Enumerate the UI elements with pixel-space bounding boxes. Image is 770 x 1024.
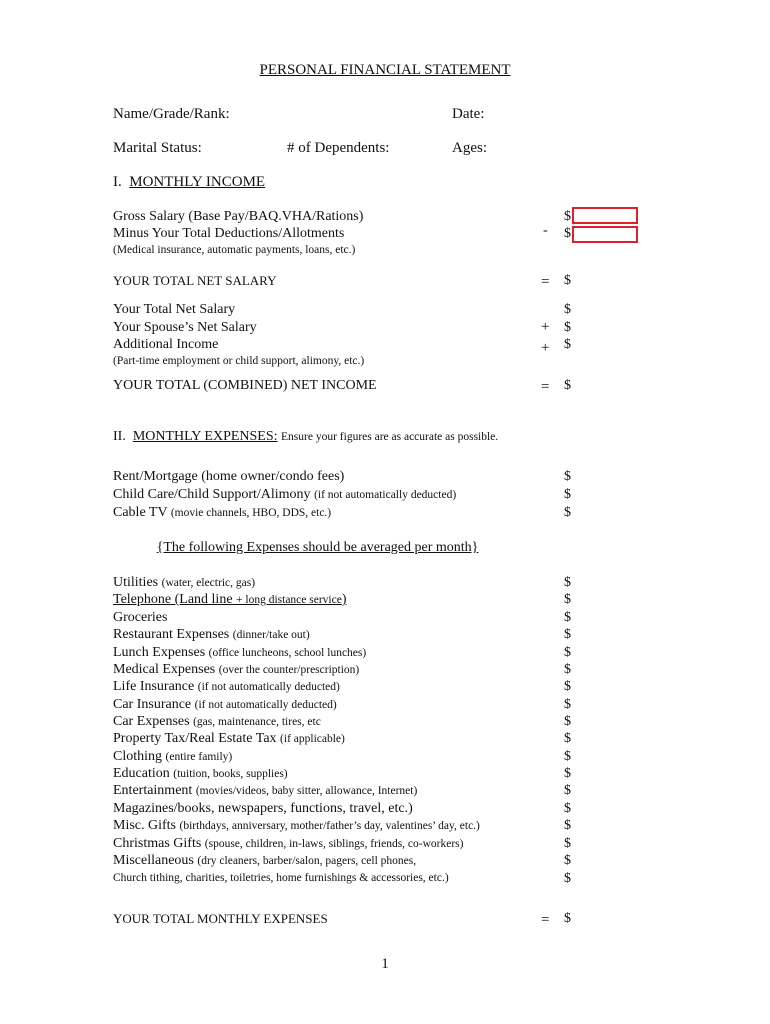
expense-dollar: $ (564, 645, 571, 660)
list-item (113, 801, 413, 817)
net-salary-dollar: $ (564, 273, 571, 288)
expense-note: (movies/videos, baby sitter, allowance, Internet) (195, 785, 418, 797)
name-grade-rank-label: Name/Grade/Rank: (113, 106, 230, 122)
expense-note: (if not automatically deducted) (194, 699, 337, 711)
expenses-section-heading (113, 429, 498, 445)
spouse-net-salary-label: Your Spouse’s Net Salary (113, 320, 257, 335)
list-item (113, 836, 463, 852)
expense-label: Car Insurance (113, 697, 192, 712)
expense-dollar: $ (564, 592, 571, 607)
rent-mortgage-label: Rent/Mortgage (home owner/condo fees) (113, 469, 345, 484)
expense-label: Misc. Gifts (113, 818, 176, 833)
income-section-heading (113, 174, 265, 191)
childcare-label (113, 487, 456, 503)
deductions-note: (Medical insurance, automatic payments, loans, etc.) (113, 244, 356, 256)
expense-label: Miscellaneous (113, 853, 194, 868)
list-item (113, 818, 480, 834)
expense-label: Education (113, 766, 170, 781)
list-item (113, 853, 416, 869)
expense-dollar: $ (564, 783, 571, 798)
expense-dollar: $ (564, 627, 571, 642)
expense-dollar: $ (564, 731, 571, 746)
expense-dollar: $ (564, 801, 571, 816)
expense-label: Magazines/books, newspapers, functions, travel, etc.) (113, 801, 413, 816)
expense-note: (if applicable) (280, 733, 345, 745)
expense-note: (if not automatically deducted) (197, 681, 340, 693)
list-item (113, 645, 366, 661)
marital-status-label: Marital Status: (113, 140, 202, 156)
combined-equals-sign: = (541, 379, 550, 395)
cable-tv-text: Cable TV (113, 505, 168, 520)
list-item (113, 610, 167, 626)
expense-dollar: $ (564, 714, 571, 729)
income-heading-number: I. (113, 174, 122, 190)
expense-label: Christmas Gifts (113, 836, 202, 851)
cable-tv-note: (movie channels, HBO, DDS, etc.) (170, 507, 332, 519)
expense-label: Car Expenses (113, 714, 190, 729)
page-title: PERSONAL FINANCIAL STATEMENT (259, 62, 511, 78)
expense-note: (entire family) (165, 751, 233, 763)
expense-dollar: $ (564, 679, 571, 694)
dependents-label: # of Dependents: (287, 140, 390, 156)
expense-label: Life Insurance (113, 679, 195, 694)
deductions-dollar: $ (564, 226, 571, 241)
expense-dollar: $ (564, 818, 571, 833)
total-monthly-expenses-label: YOUR TOTAL MONTHLY EXPENSES (113, 911, 328, 926)
combined-net-income-label: YOUR TOTAL (COMBINED) NET INCOME (113, 378, 377, 393)
rent-mortgage-dollar: $ (564, 469, 571, 484)
total-expenses-equals-sign: = (541, 912, 550, 928)
additional-income-note: (Part-time employment or child support, alimony, etc.) (113, 355, 365, 367)
total-net-salary-label: YOUR TOTAL NET SALARY (113, 273, 277, 288)
expense-label: Groceries (113, 610, 168, 625)
expense-dollar: $ (564, 610, 571, 625)
deductions-minus-sign: - (543, 223, 548, 238)
income-heading-text: MONTHLY INCOME (129, 174, 266, 190)
list-item (113, 679, 340, 695)
expenses-heading-text: MONTHLY EXPENSES: (132, 429, 278, 444)
additional-plus-sign: + (541, 340, 550, 356)
expense-dollar: $ (564, 836, 571, 851)
spouse-plus-sign: + (541, 319, 550, 335)
list-item (113, 783, 417, 799)
ages-label: Ages: (452, 140, 487, 156)
expense-label: Entertainment (113, 783, 193, 798)
expense-note: (tuition, books, supplies) (173, 768, 288, 780)
additional-income-label: Additional Income (113, 337, 219, 352)
expense-label: Lunch Expenses (113, 645, 206, 660)
expense-note: (birthdays, anniversary, mother/father’s day, valentines’ day, etc.) (179, 820, 480, 832)
expense-dollar: $ (564, 575, 571, 590)
list-item (113, 592, 347, 608)
expense-dollar: $ (564, 749, 571, 764)
list-item (113, 749, 232, 765)
childcare-note: (if not automatically deducted) (314, 489, 457, 501)
expense-label: Telephone (Land line (113, 592, 233, 607)
additional-income-dollar: $ (564, 337, 571, 352)
expense-note: (spouse, children, in-laws, siblings, friends, co-workers) (204, 838, 464, 850)
gross-salary-dollar: $ (564, 209, 571, 224)
deductions-label: Minus Your Total Deductions/Allotments (113, 226, 345, 241)
expense-label: Clothing (113, 749, 163, 764)
expense-note: (water, electric, gas) (161, 577, 256, 589)
expenses-heading-note: Ensure your figures are as accurate as possible. (281, 431, 499, 443)
averaged-expenses-note: {The following Expenses should be averaged per month} (156, 540, 479, 555)
expense-label: Restaurant Expenses (113, 627, 230, 642)
spouse-net-salary-dollar: $ (564, 320, 571, 335)
expense-dollar: $ (564, 871, 571, 886)
your-net-salary-label: Your Total Net Salary (113, 302, 236, 317)
net-salary-equals-sign: = (541, 274, 550, 290)
gross-salary-label: Gross Salary (Base Pay/BAQ.VHA/Rations) (113, 209, 364, 224)
childcare-text: Child Care/Child Support/Alimony (113, 487, 311, 502)
list-item (113, 627, 310, 643)
list-item (113, 662, 359, 678)
date-label: Date: (452, 106, 485, 122)
deductions-field[interactable] (572, 226, 638, 243)
expense-note: + long distance service (236, 594, 342, 606)
list-item (113, 697, 337, 713)
combined-net-income-dollar: $ (564, 378, 571, 393)
list-item (113, 714, 321, 730)
expense-dollar: $ (564, 662, 571, 677)
expense-note: (over the counter/prescription) (218, 664, 360, 676)
expense-note: (gas, maintenance, tires, etc (193, 716, 321, 728)
list-item (113, 872, 449, 884)
gross-salary-field[interactable] (572, 207, 638, 224)
list-item (113, 575, 255, 591)
expense-note: (office luncheons, school lunches) (208, 647, 367, 659)
expense-label: Property Tax/Real Estate Tax (113, 731, 277, 746)
expense-dollar: $ (564, 853, 571, 868)
expense-dollar: $ (564, 766, 571, 781)
childcare-dollar: $ (564, 487, 571, 502)
expense-dollar: $ (564, 697, 571, 712)
list-item (113, 731, 345, 747)
page-number: 1 (381, 956, 389, 972)
total-expenses-dollar: $ (564, 911, 571, 926)
expense-label: Medical Expenses (113, 662, 216, 677)
expense-label: Utilities (113, 575, 159, 590)
expense-note: (dinner/take out) (232, 629, 310, 641)
expense-note: (dry cleaners, barber/salon, pagers, cell phones, (197, 855, 417, 867)
your-net-salary-dollar: $ (564, 302, 571, 317)
expense-note: Church tithing, charities, toiletries, home furnishings & accessories, etc.) (113, 872, 449, 884)
list-item (113, 766, 288, 782)
cable-tv-label (113, 505, 331, 521)
expenses-heading-number: II. (113, 429, 126, 444)
expense-label-tail: ) (341, 592, 347, 607)
cable-tv-dollar: $ (564, 505, 571, 520)
